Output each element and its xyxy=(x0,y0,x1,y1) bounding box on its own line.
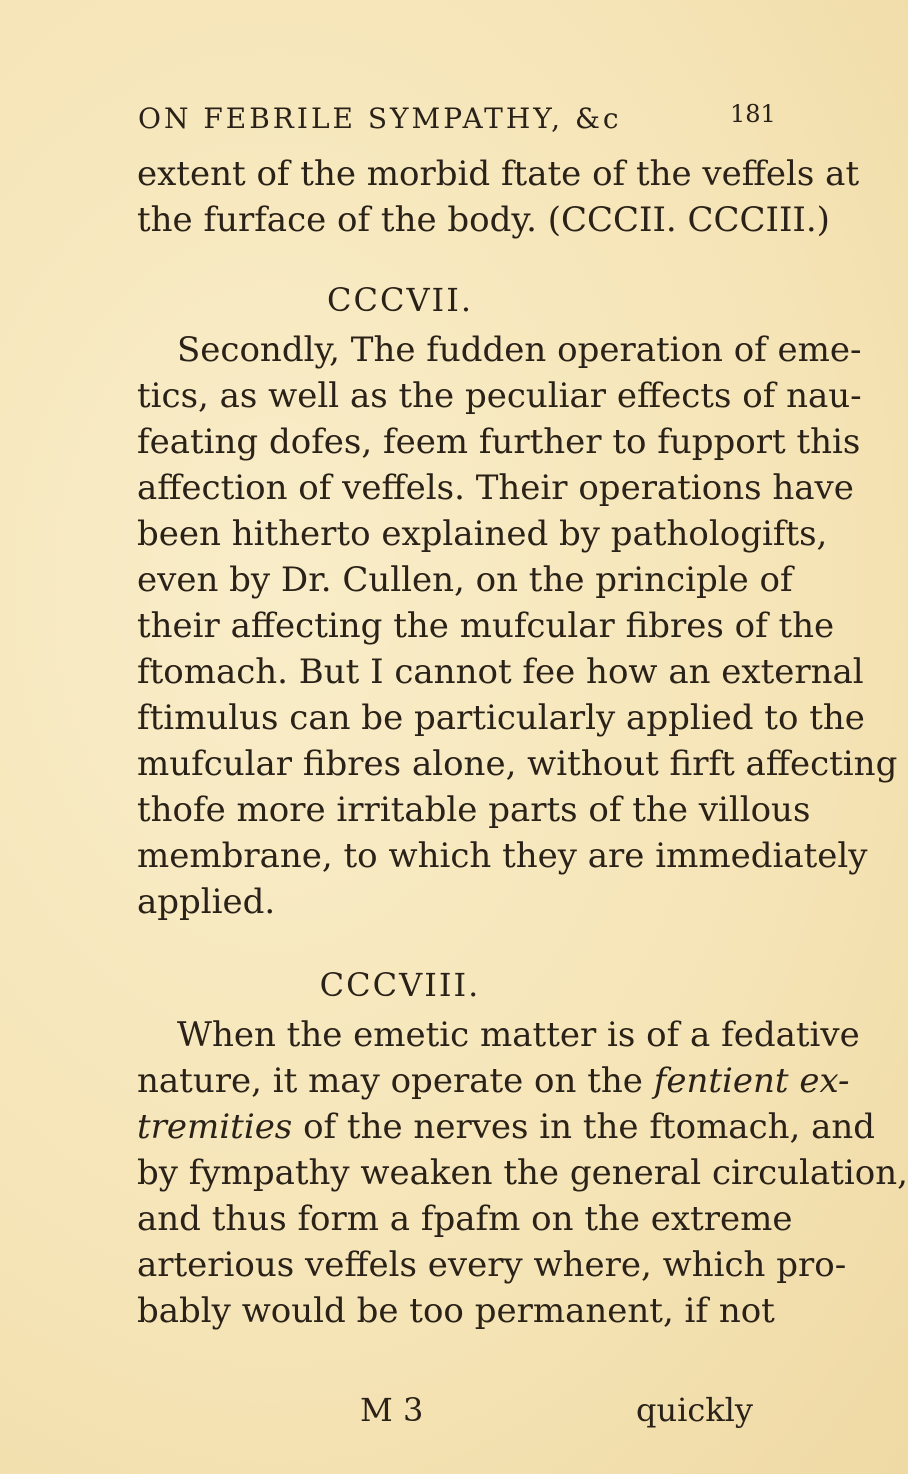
text-line: arterious veffels every where, which pro- xyxy=(137,1245,847,1285)
catchword: quickly xyxy=(636,1391,753,1429)
text-line: mufcular fibres alone, without firft affecting xyxy=(137,744,898,784)
text-line: bably would be too permanent, if not xyxy=(137,1291,775,1331)
text-line: feating dofes, feem further to fupport this xyxy=(137,422,861,462)
text-line: extent of the morbid ftate of the veffels at xyxy=(137,154,860,194)
text-line: and thus form a fpafm on the extreme xyxy=(137,1199,793,1239)
text-line: the furface of the body. (CCCII. CCCIII.) xyxy=(137,200,830,240)
section-number: CCCVIII. xyxy=(319,966,481,1004)
text-line: by fympathy weaken the general circulation, xyxy=(137,1153,908,1193)
text-line: ftimulus can be particularly applied to the xyxy=(137,698,865,738)
text-line xyxy=(137,1056,850,1106)
italic-term: fentient ex- xyxy=(653,1061,850,1101)
text-line: their affecting the mufcular fibres of the xyxy=(137,606,835,646)
text-line: When the emetic matter is of a fedative xyxy=(177,1015,860,1055)
text-line: Secondly, The fudden operation of eme- xyxy=(177,330,862,370)
text-line: affection of veffels. Their operations have xyxy=(137,468,854,508)
text-run: of the nerves in the ftomach, and xyxy=(292,1107,876,1147)
running-header xyxy=(138,100,776,142)
text-line xyxy=(137,1102,876,1152)
text-line: been hitherto explained by pathologifts, xyxy=(137,514,828,554)
text-line: even by Dr. Cullen, on the principle of xyxy=(137,560,793,600)
text-line: thofe more irritable parts of the villous xyxy=(137,790,811,830)
text-line: applied. xyxy=(137,882,276,922)
running-title: ON FEBRILE SYMPATHY, &c xyxy=(138,102,622,135)
text-line: tics, as well as the peculiar effects of nau- xyxy=(137,376,862,416)
page-number: 181 xyxy=(730,100,776,128)
text-line: ftomach. But I cannot fee how an external xyxy=(137,652,864,692)
text-run: nature, it may operate on the xyxy=(137,1061,654,1101)
text-line: membrane, to which they are immediately xyxy=(137,836,868,876)
signature-mark: M 3 xyxy=(360,1391,424,1429)
italic-term: tremities xyxy=(137,1107,293,1147)
section-number: CCCVII. xyxy=(326,281,473,319)
